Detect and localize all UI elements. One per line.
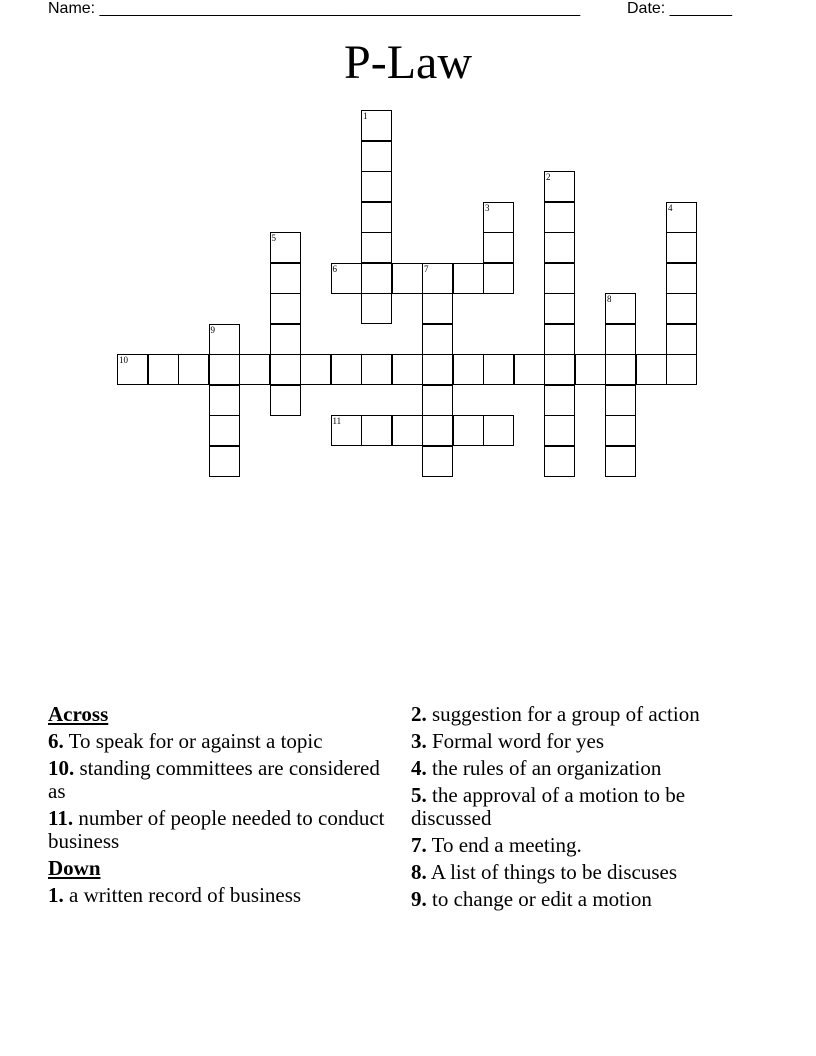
grid-cell[interactable] xyxy=(270,385,301,416)
grid-cell[interactable] xyxy=(422,385,453,416)
clues-left-column xyxy=(48,703,388,911)
grid-cell[interactable] xyxy=(422,354,453,385)
grid-cell[interactable] xyxy=(392,263,423,294)
puzzle-title: P-Law xyxy=(344,36,472,89)
clue-down-8 xyxy=(411,861,761,884)
grid-cell[interactable] xyxy=(239,354,270,385)
clue-text: To end a meeting. xyxy=(431,833,582,857)
clue-down-4 xyxy=(411,757,761,780)
grid-cell[interactable] xyxy=(605,446,636,477)
grid-cell[interactable] xyxy=(636,354,667,385)
grid-cell[interactable] xyxy=(575,354,606,385)
clue-number: 3. xyxy=(411,729,427,753)
grid-cell[interactable] xyxy=(666,324,697,355)
grid-cell[interactable] xyxy=(361,202,392,233)
clue-number: 2. xyxy=(411,702,427,726)
grid-cell[interactable] xyxy=(544,263,575,294)
grid-cell[interactable] xyxy=(361,263,392,294)
grid-cell[interactable] xyxy=(209,415,240,446)
grid-cell[interactable] xyxy=(514,354,545,385)
clue-number: 9. xyxy=(411,887,427,911)
cell-number: 11 xyxy=(332,416,342,426)
grid-cell[interactable] xyxy=(331,354,362,385)
grid-cell[interactable] xyxy=(666,293,697,324)
clue-number: 6. xyxy=(48,729,64,753)
grid-cell[interactable] xyxy=(270,324,301,355)
grid-cell[interactable] xyxy=(666,202,697,233)
cell-number: 6 xyxy=(332,263,337,274)
grid-cell[interactable] xyxy=(483,232,514,263)
clues-right-column xyxy=(411,703,761,915)
grid-cell[interactable] xyxy=(361,232,392,263)
cell-number: 7 xyxy=(424,263,429,274)
grid-cell[interactable] xyxy=(209,354,240,385)
grid-cell[interactable] xyxy=(544,171,575,202)
grid-cell[interactable] xyxy=(483,354,514,385)
clue-down-9 xyxy=(411,888,761,911)
grid-cell[interactable] xyxy=(453,415,484,446)
clue-text: the rules of an organization xyxy=(432,756,662,780)
cell-number: 3 xyxy=(485,202,490,213)
grid-cell[interactable] xyxy=(361,110,392,141)
grid-cell[interactable] xyxy=(392,415,423,446)
grid-cell[interactable] xyxy=(666,263,697,294)
clue-text: a written record of business xyxy=(69,883,302,907)
grid-cell[interactable] xyxy=(544,293,575,324)
grid-cell[interactable] xyxy=(270,293,301,324)
grid-cell[interactable] xyxy=(270,354,301,385)
clue-text: the approval of a motion to be discussed xyxy=(411,783,686,830)
clue-down-1 xyxy=(48,884,388,907)
cell-number: 2 xyxy=(546,172,551,182)
grid-cell[interactable] xyxy=(361,141,392,172)
cell-number: 4 xyxy=(668,202,673,213)
grid-cell[interactable] xyxy=(605,324,636,355)
grid-cell[interactable] xyxy=(209,385,240,416)
cell-number: 5 xyxy=(271,233,276,243)
grid-cell[interactable] xyxy=(483,415,514,446)
grid-cell[interactable] xyxy=(605,293,636,324)
clue-down-2 xyxy=(411,703,761,726)
clue-text: standing committees are considered as xyxy=(48,756,380,803)
clue-number: 10. xyxy=(48,756,75,780)
grid-cell[interactable] xyxy=(148,354,179,385)
grid-cell[interactable] xyxy=(666,232,697,263)
grid-cell[interactable] xyxy=(361,293,392,324)
grid-cell[interactable] xyxy=(331,263,362,294)
clue-text: to change or edit a motion xyxy=(432,887,652,911)
cell-number: 1 xyxy=(363,111,368,121)
clue-across-10 xyxy=(48,757,388,803)
clue-across-11 xyxy=(48,807,388,853)
clue-across-6 xyxy=(48,730,388,753)
grid-cell[interactable] xyxy=(422,293,453,324)
grid-cell[interactable] xyxy=(392,354,423,385)
clue-text: To speak for or against a topic xyxy=(68,729,323,753)
grid-cell[interactable] xyxy=(544,415,575,446)
grid-cell[interactable] xyxy=(178,354,209,385)
clue-text: suggestion for a group of action xyxy=(432,702,700,726)
clue-down-7 xyxy=(411,834,761,857)
clue-number: 5. xyxy=(411,783,427,807)
clue-text: Formal word for yes xyxy=(432,729,605,753)
grid-cell[interactable] xyxy=(300,354,331,385)
grid-cell[interactable] xyxy=(422,446,453,477)
date-field-label: Date: _______ xyxy=(627,0,732,17)
grid-cell[interactable] xyxy=(483,202,514,233)
name-field-label: Name: ______________________________________________________ xyxy=(48,0,581,17)
clue-number: 8. xyxy=(411,860,427,884)
crossword-grid xyxy=(0,0,816,520)
grid-cell[interactable] xyxy=(544,446,575,477)
clue-number: 1. xyxy=(48,883,64,907)
grid-cell[interactable] xyxy=(544,202,575,233)
down-heading: Down xyxy=(48,856,101,880)
grid-cell[interactable] xyxy=(270,263,301,294)
clue-text: A list of things to be discuses xyxy=(430,860,678,884)
grid-cell[interactable] xyxy=(483,263,514,294)
grid-cell[interactable] xyxy=(422,324,453,355)
clue-down-3 xyxy=(411,730,761,753)
grid-cell[interactable] xyxy=(209,446,240,477)
grid-cell[interactable] xyxy=(544,324,575,355)
grid-cell[interactable] xyxy=(453,263,484,294)
grid-cell[interactable] xyxy=(544,385,575,416)
clue-down-5 xyxy=(411,784,761,830)
grid-cell[interactable] xyxy=(361,415,392,446)
grid-cell[interactable] xyxy=(331,415,362,446)
grid-cell[interactable] xyxy=(422,263,453,294)
grid-cell[interactable] xyxy=(361,171,392,202)
grid-cell[interactable] xyxy=(209,324,240,355)
grid-cell[interactable] xyxy=(605,415,636,446)
grid-cell[interactable] xyxy=(270,232,301,263)
grid-cell[interactable] xyxy=(361,354,392,385)
clue-number: 11. xyxy=(48,806,74,830)
clue-number: 4. xyxy=(411,756,427,780)
grid-cell[interactable] xyxy=(605,354,636,385)
grid-cell[interactable] xyxy=(666,354,697,385)
cell-number: 9 xyxy=(210,324,215,335)
grid-cell[interactable] xyxy=(453,354,484,385)
grid-cell[interactable] xyxy=(544,232,575,263)
grid-cell[interactable] xyxy=(605,385,636,416)
grid-cell[interactable] xyxy=(422,415,453,446)
across-heading: Across xyxy=(48,702,109,726)
clue-text: number of people needed to conduct business xyxy=(48,806,385,853)
grid-cell[interactable] xyxy=(117,354,148,385)
cell-number: 8 xyxy=(607,294,612,304)
cell-number: 10 xyxy=(119,355,128,365)
grid-cell[interactable] xyxy=(544,354,575,385)
clue-number: 7. xyxy=(411,833,427,857)
